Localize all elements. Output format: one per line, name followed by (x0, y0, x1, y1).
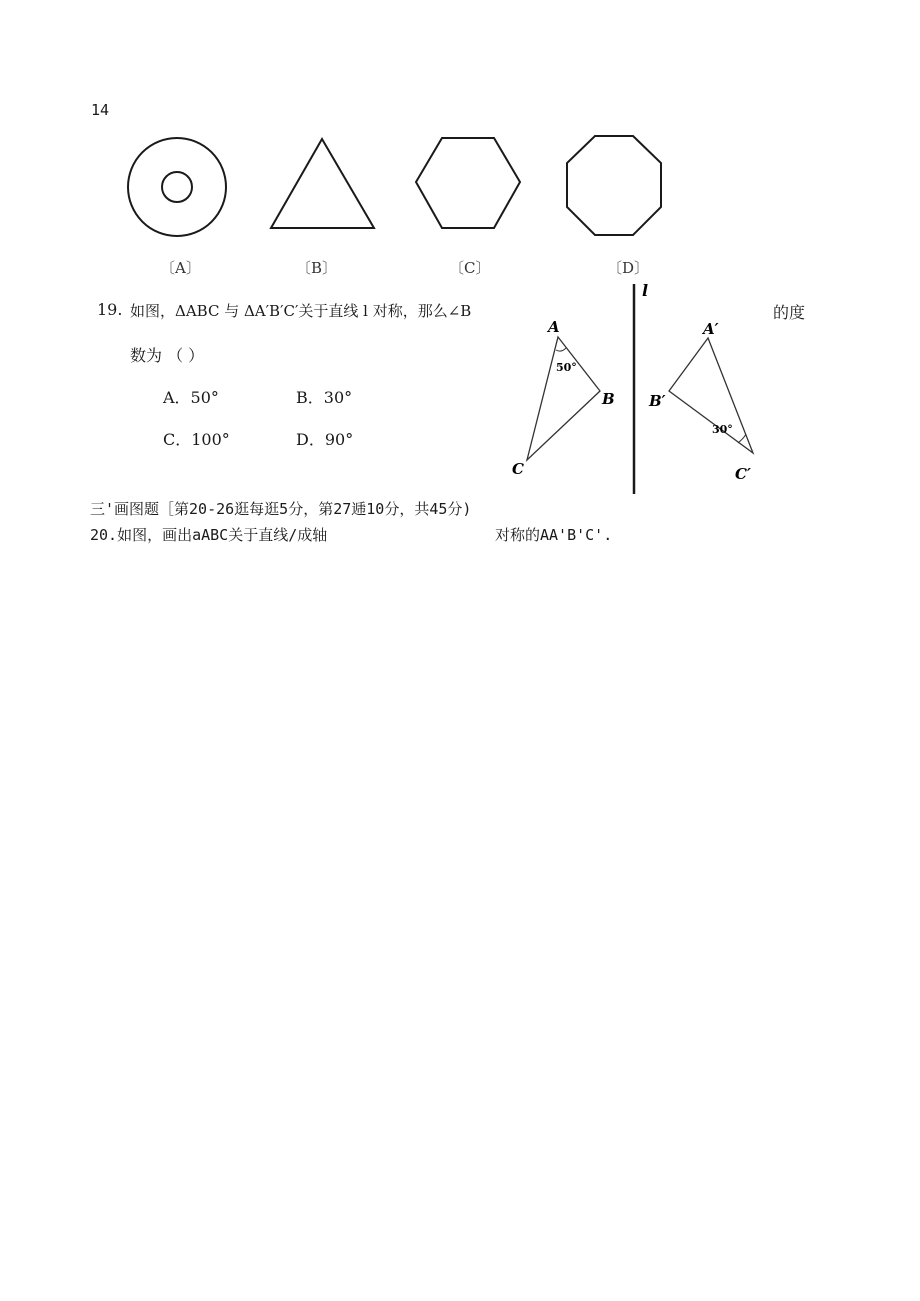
shape-b-triangle (271, 139, 374, 228)
q20-line-part1: 20.如图，画出aABC关于直线/成轴 (90, 526, 328, 544)
angle-arc-c2 (738, 434, 746, 443)
shape-d-label: 〔D〕 (607, 259, 650, 277)
q19-stem-line1: 如图，ΔABC 与 ΔA′B′C′关于直线 l 对称，那么∠B (130, 302, 472, 320)
q19-stem-tail: 的度 (773, 303, 806, 322)
shape-a-label: 〔A〕 (160, 259, 201, 277)
triangle-abc (527, 337, 600, 460)
q19-option-d: D．90° (296, 430, 354, 449)
q19-number: 19. (97, 300, 123, 319)
section3-heading: 三'画图题［第20-26逛每逛5分，第27逓10分，共45分) (90, 500, 472, 518)
q19-option-c: C．100° (163, 430, 230, 449)
q20-line-part2: 对称的AA'B'C'. (495, 526, 613, 544)
vertex-c2: C′ (735, 465, 751, 483)
vertex-b2: B′ (649, 392, 666, 410)
vertex-c: C (512, 460, 524, 478)
shape-c-hexagon (416, 138, 520, 228)
shape-a-ring (128, 138, 226, 236)
angle-label-c2: 30° (712, 423, 733, 436)
angle-arc-a (556, 348, 566, 351)
q19-stem-line2: 数为 （ ） (130, 346, 205, 365)
vertex-a: A (548, 318, 560, 336)
shape-d-octagon (567, 136, 661, 235)
triangle-a2b2c2 (669, 338, 753, 453)
page-number: 14 (91, 101, 110, 119)
vertex-a2: A′ (703, 320, 719, 338)
axis-label-l: l (642, 281, 649, 300)
q19-option-b: B．30° (296, 388, 353, 407)
shape-b-label: 〔B〕 (296, 259, 338, 277)
symmetry-figure (500, 280, 770, 500)
angle-label-a: 50° (556, 361, 577, 374)
shape-c-label: 〔C〕 (449, 259, 491, 277)
q19-option-a: A．50° (163, 388, 219, 407)
vertex-b: B (602, 390, 615, 408)
shape-options-figure (0, 0, 920, 300)
